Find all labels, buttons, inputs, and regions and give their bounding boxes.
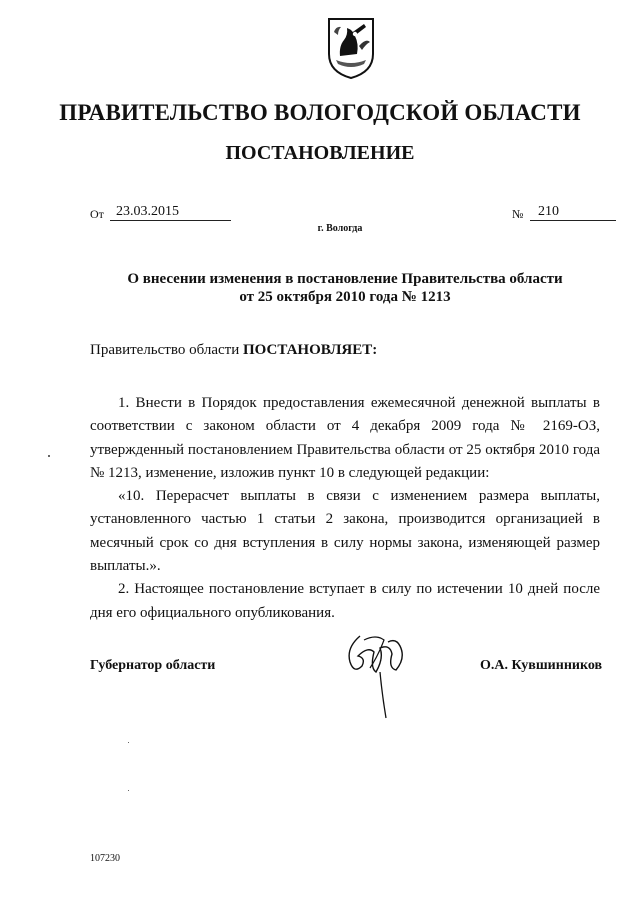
scan-speck [48,455,50,457]
preamble [90,342,377,359]
date-label: От [90,207,104,221]
scan-speck [128,742,129,743]
organization-name: ПРАВИТЕЛЬСТВО ВОЛОГОДСКОЙ ОБЛАСТИ [59,100,581,125]
preamble-text: Правительство области [90,342,243,358]
paragraph-quote: «10. Перерасчет выплаты в связи с изменением размера выплаты, установленного частью 1 статьи 2 закона, производится организацией в месячный срок со дня вступления в силу нормы закона, изменяющей размер выплаты.». [90,488,600,575]
document-type: ПОСТАНОВЛЕНИЕ [225,142,415,164]
document-title [90,270,600,306]
city-label: г. Вологда [317,223,363,234]
number-label: № [512,207,524,221]
signatory-position: Губернатор области [90,658,216,673]
coat-of-arms-emblem [326,16,376,80]
scan-speck [128,790,129,791]
title-line-2: от 25 октября 2010 года № 1213 [239,289,451,305]
paragraph-1: 1. Внести в Порядок предоставления ежемесячной денежной выплаты в соответствии с законом области от 4 декабря 2009 года № 2169-ОЗ, утвержденный постановлением Правительства области от 25 октября 2010 года № 1213, изменение, изложив пункт 10 в следующей редакции: [90,395,600,481]
paragraph-2: 2. Настоящее постановление вступает в силу по истечении 10 дней после дня его официального опубликования. [90,581,600,621]
document-number: 210 [530,204,616,221]
handwritten-signature [340,628,412,724]
document-body [90,392,600,625]
registration-stamp-number: 107230 [90,853,120,864]
signatory-name: О.А. Кувшинников [480,658,603,673]
document-date: 23.03.2015 [110,204,231,221]
title-line-1: О внесении изменения в постановление Правительства области [127,271,563,287]
preamble-decree-word: ПОСТАНОВЛЯЕТ: [242,342,378,358]
